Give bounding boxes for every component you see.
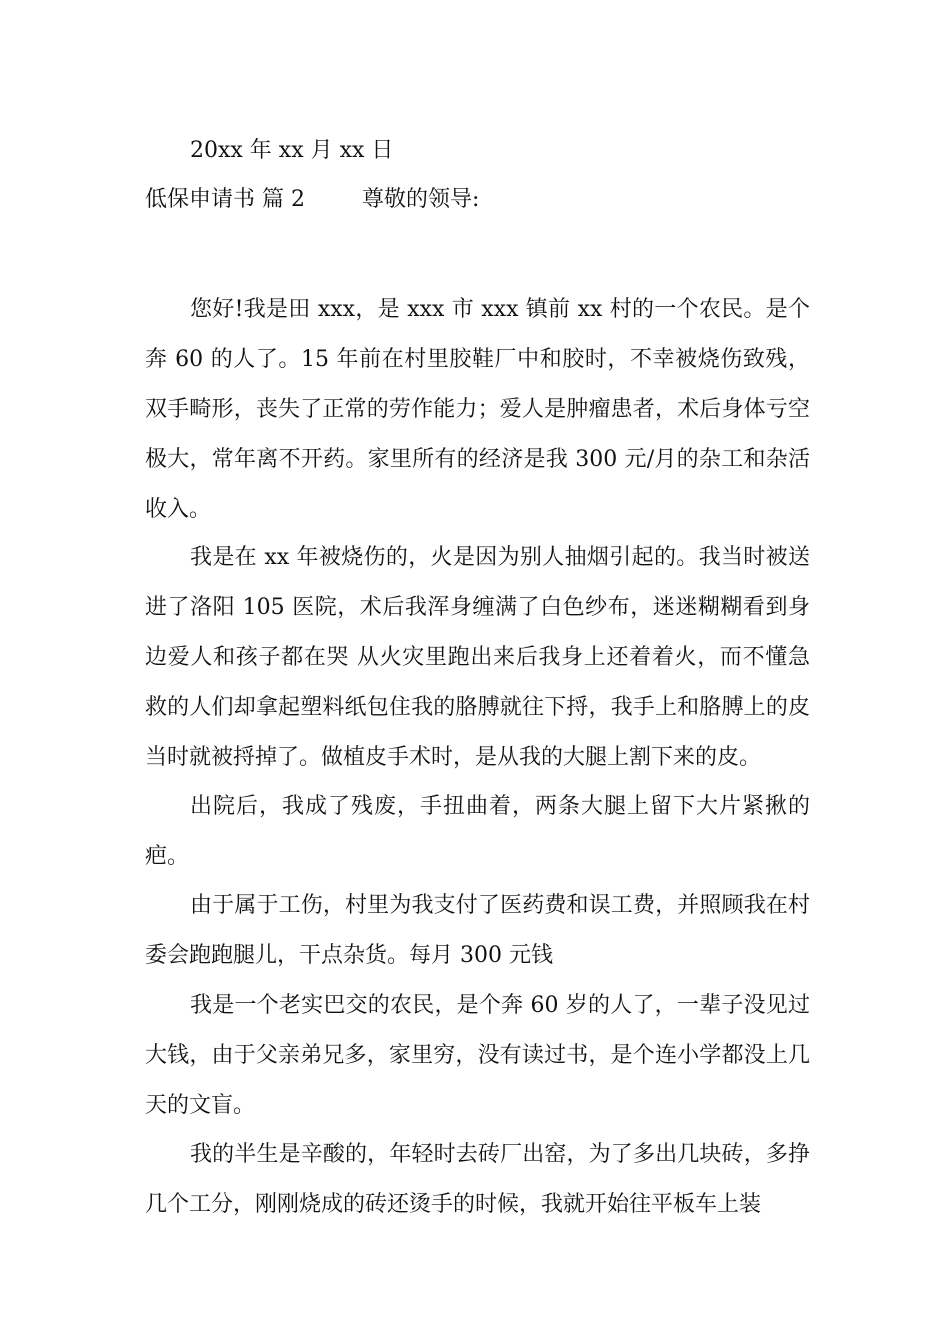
paragraph-disability: 出院后，我成了残废，手扭曲着，两条大腿上留下大片紧揪的疤。 — [145, 794, 810, 869]
paragraph-hardship: 我的半生是辛酸的，年轻时去砖厂出窑，为了多出几块砖，多挣几个工分，刚刚烧成的砖还烫手的时候，我就开始往平板车上装 — [145, 1142, 810, 1217]
paragraph-introduction: 您好!我是田 xxx，是 xxx 市 xxx 镇前 xx 村的一个农民。是个奔 60 的人了。15 年前在村里胶鞋厂中和胶时，不幸被烧伤致残，双手畸形，丧失了正常的劳作能力；爱人是肿瘤患者，术后身体亏空极大，常年离不开药。家里所有的经济是我 300 元/月的杂工和杂活收入。 — [145, 297, 810, 522]
paragraph-village-support: 由于属于工伤，村里为我支付了医药费和误工费，并照顾我在村委会跑跑腿儿，干点杂货。每月 300 元钱 — [145, 893, 810, 968]
paragraph-background: 我是一个老实巴交的农民，是个奔 60 岁的人了，一辈子没见过大钱，由于父亲弟兄多，家里穷，没有读过书，是个连小学都没上几天的文盲。 — [145, 993, 810, 1118]
letter-greeting: 尊敬的领导: — [361, 187, 480, 212]
letter-date: 20xx 年 xx 月 xx 日 — [190, 138, 394, 163]
letter-heading — [145, 185, 479, 215]
document-title: 低保申请书 篇 2 — [145, 187, 305, 212]
paragraph-injury-account: 我是在 xx 年被烧伤的，火是因为别人抽烟引起的。我当时被送进了洛阳 105 医院，术后我浑身缠满了白色纱布，迷迷糊糊看到身边爱人和孩子都在哭 从火灾里跑出来后我身上还着着火，而不懂急救的人们却拿起塑料纸包住我的胳膊就往下捋，我手上和胳膊上的皮当时就被捋掉了。做植皮手术时，是从我的大腿上割下来的皮。 — [145, 545, 810, 770]
